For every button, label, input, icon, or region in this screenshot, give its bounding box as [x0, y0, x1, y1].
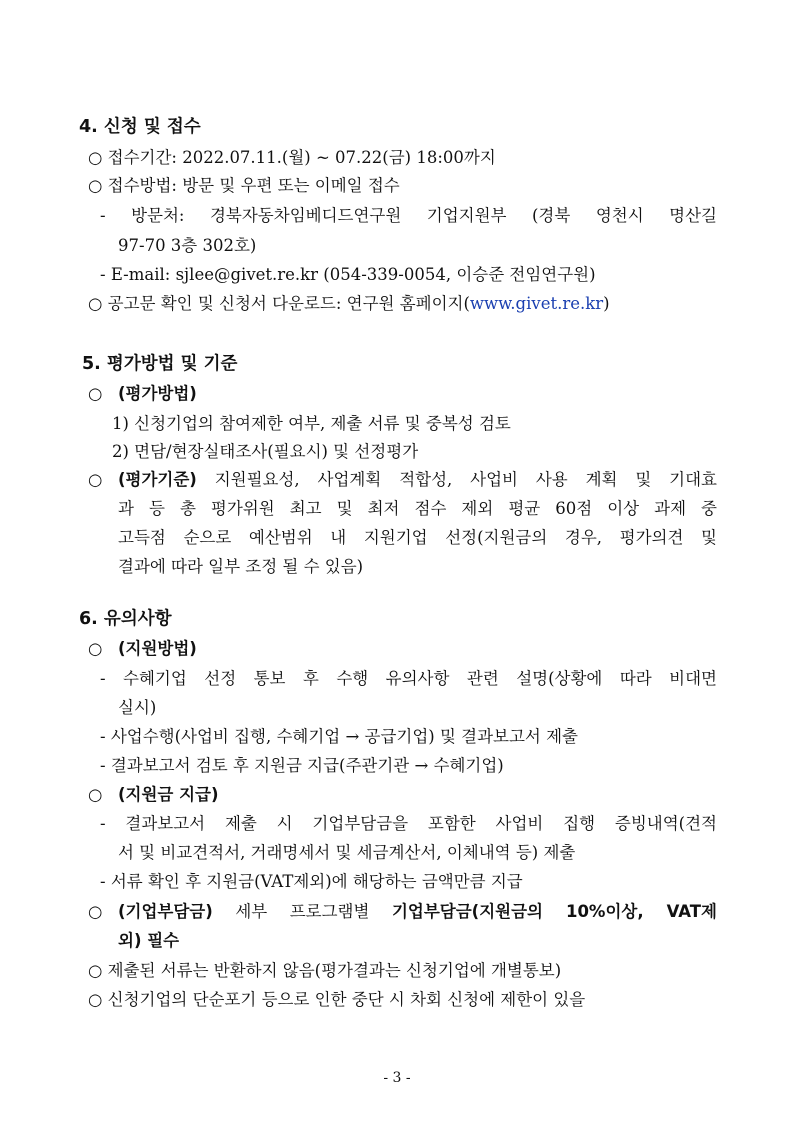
section-5-heading: 5. 평가방법 및 기준 — [82, 354, 238, 374]
withdrawal-restriction: ○ 신청기업의 단순포기 등으로 인한 중단 시 차회 신청에 제한이 있을 — [88, 990, 586, 1009]
email-contact: - E-mail: sjlee@givet.re.kr (054-339-0054, 이승준 전임연구원) — [100, 265, 596, 284]
eval-criteria-title: (평가기준) — [118, 470, 197, 489]
eval-method-label — [88, 380, 197, 404]
support-method-title: (지원방법) — [118, 639, 197, 658]
visit-location-cont: 97-70 3층 302호) — [118, 236, 257, 255]
visit-location: - 방문처: 경북자동차임베디드연구원 기업지원부 (경북 영천시 명산길 — [100, 206, 717, 225]
circle-bullet-icon: ○ — [88, 639, 103, 658]
receipt-method: ○ 접수방법: 방문 및 우편 또는 이메일 접수 — [88, 176, 400, 195]
company-share-requirement: 기업부담금(지원금의 10%이상, VAT제 — [391, 902, 717, 921]
grant-payment-label — [88, 781, 219, 805]
circle-bullet-icon: ○ — [88, 384, 103, 403]
support-method-item-1-cont: 실시) — [118, 698, 157, 717]
eval-criteria-line-3: 고득점 순으로 예산범위 내 지원기업 선정(지원금의 경우, 평가의견 및 — [118, 528, 717, 547]
support-method-item-3: - 결과보고서 검토 후 지원금 지급(주관기관 → 수혜기업) — [100, 756, 504, 775]
eval-step-1: 1) 신청기업의 참여제한 여부, 제출 서류 및 중복성 검토 — [112, 414, 511, 433]
eval-method-title: (평가방법) — [118, 384, 197, 403]
support-method-label — [88, 635, 197, 659]
homepage-link[interactable]: www.givet.re.kr — [469, 294, 604, 313]
documents-not-returned: ○ 제출된 서류는 반환하지 않음(평가결과는 신청기업에 개별통보) — [88, 961, 562, 980]
company-share-text: 세부 프로그램별 — [235, 902, 370, 921]
eval-criteria-line-2: 과 등 총 평가위원 최고 및 최저 점수 제외 평균 60점 이상 과제 중 — [118, 499, 717, 518]
page-number: - 3 - — [383, 1070, 411, 1086]
grant-payment-title: (지원금 지급) — [118, 785, 219, 804]
notice-download — [88, 290, 610, 314]
grant-payment-item-1-cont: 서 및 비교견적서, 거래명세서 및 세금계산서, 이체내역 등) 제출 — [118, 843, 576, 862]
notice-download-close: ) — [603, 294, 610, 313]
section-4-heading: 4. 신청 및 접수 — [79, 117, 201, 137]
eval-criteria-line-1 — [88, 466, 717, 490]
circle-bullet-icon: ○ — [88, 902, 103, 921]
company-share-title: (기업부담금) — [118, 902, 213, 921]
eval-step-2: 2) 면담/현장실태조사(필요시) 및 선정평가 — [112, 442, 419, 461]
support-method-item-2: - 사업수행(사업비 집행, 수혜기업 → 공급기업) 및 결과보고서 제출 — [100, 727, 578, 746]
support-method-item-1: - 수혜기업 선정 통보 후 수행 유의사항 관련 설명(상황에 따라 비대면 — [100, 669, 717, 688]
grant-payment-item-2: - 서류 확인 후 지원금(VAT제외)에 해당하는 금액만큼 지급 — [100, 872, 523, 891]
circle-bullet-icon: ○ — [88, 785, 103, 804]
company-share-line-2: 외) 필수 — [118, 931, 180, 950]
eval-criteria-text-1: 지원필요성, 사업계획 적합성, 사업비 사용 계획 및 기대효 — [214, 470, 717, 489]
circle-bullet-icon: ○ — [88, 470, 103, 489]
grant-payment-item-1: - 결과보고서 제출 시 기업부담금을 포함한 사업비 집행 증빙내역(견적 — [100, 814, 717, 833]
company-share-line-1 — [88, 898, 717, 922]
notice-download-text: ○ 공고문 확인 및 신청서 다운로드: 연구원 홈페이지( — [88, 294, 470, 313]
section-6-heading: 6. 유의사항 — [79, 609, 172, 629]
eval-criteria-line-4: 결과에 따라 일부 조정 될 수 있음) — [118, 557, 364, 576]
receipt-period: ○ 접수기간: 2022.07.11.(월) ~ 07.22(금) 18:00까지 — [88, 148, 496, 167]
